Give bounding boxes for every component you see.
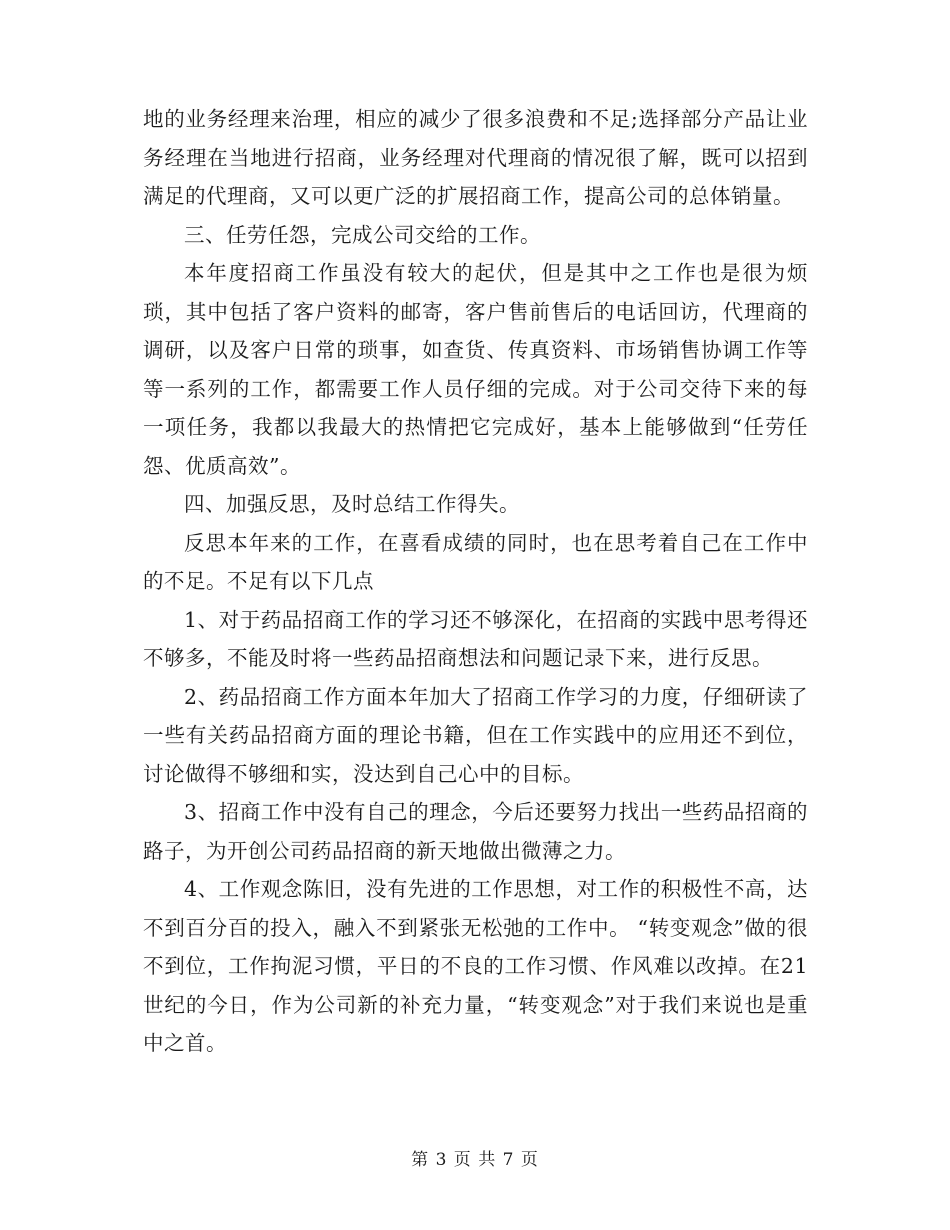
list-item: 1、对于药品招商工作的学习还不够深化，在招商的实践中思考得还不够多，不能及时将一些药品招商想法和问题记录下来，进行反思。 — [143, 607, 808, 670]
paragraph: 地的业务经理来治理，相应的减少了很多浪费和不足;选择部分产品让业务经理在当地进行招商，业务经理对代理商的情况很了解，既可以招到满足的代理商，又可以更广泛的扩展招商工作，提高公司的总体销量。 — [143, 107, 808, 208]
section-heading: 三、任劳任怨，完成公司交给的工作。 — [184, 222, 541, 247]
list-item: 2、药品招商工作方面本年加大了招商工作学习的力度，仔细研读了一些有关药品招商方面的理论书籍，但在工作实践中的应用还不到位，讨论做得不够细和实，没达到自己心中的目标。 — [143, 684, 808, 786]
list-item: 4、工作观念陈旧，没有先进的工作思想，对工作的积极性不高，达不到百分百的投入，融入不到紧张无松弛的工作中。 “转变观念”做的很不到位，工作拘泥习惯，平日的不良的工作习惯、作风难以改掉。在21世纪的今日，作为公司新的补充力量，“转变观念”对于我们来说也是重中之首。 — [143, 877, 808, 1055]
document-body — [143, 100, 808, 1063]
page-number-footer: 第 3 页 共 7 页 — [411, 1150, 539, 1170]
section-heading: 四、加强反思，及时总结工作得失。 — [184, 492, 520, 516]
paragraph: 反思本年来的工作，在喜看成绩的同时，也在思考着自己在工作中的不足。不足有以下几点 — [143, 530, 808, 593]
paragraph: 本年度招商工作虽没有较大的起伏，但是其中之工作也是很为烦琐，其中包括了客户资料的邮寄，客户售前售后的电话回访，代理商的调研，以及客户日常的琐事，如查货、传真资料、市场销售协调工作等等一系列的工作，都需要工作人员仔细的完成。对于公司交待下来的每一项任务，我都以我最大的热情把它完成好，基本上能够做到“任劳任怨、优质高效”。 — [143, 261, 808, 478]
list-item: 3、招商工作中没有自己的理念，今后还要努力找出一些药品招商的路子，为开创公司药品招商的新天地做出微薄之力。 — [143, 800, 808, 863]
